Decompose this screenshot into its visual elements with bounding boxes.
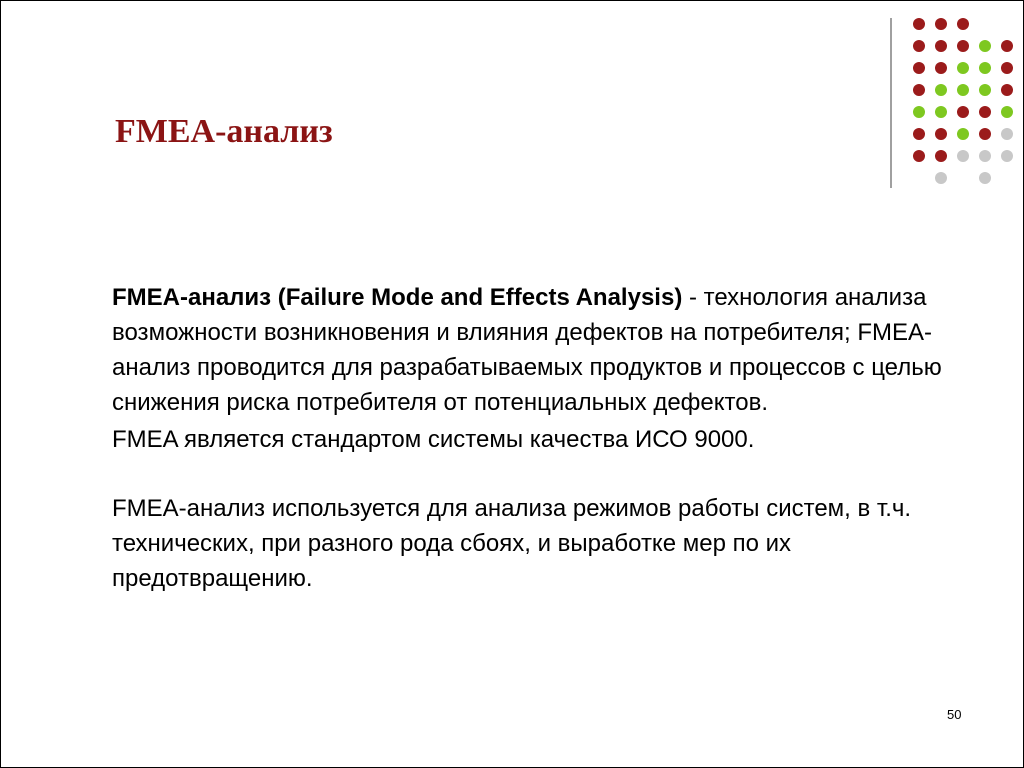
paragraph-definition bbox=[112, 280, 972, 420]
slide-title: FMEA-анализ bbox=[115, 113, 333, 150]
decorative-dot bbox=[957, 150, 969, 162]
page-number: 50 bbox=[947, 707, 962, 722]
definition-term: FMEA-анализ (Failure Mode and Effects Analysis) bbox=[112, 284, 683, 311]
decorative-dot bbox=[979, 84, 991, 96]
decorative-dot bbox=[935, 18, 947, 30]
decorative-dot bbox=[1001, 62, 1013, 74]
decorative-dot bbox=[935, 84, 947, 96]
decorative-dot bbox=[1001, 150, 1013, 162]
decorative-dot bbox=[913, 84, 925, 96]
decorative-dot bbox=[957, 18, 969, 30]
decorative-dot bbox=[979, 150, 991, 162]
decorative-dot bbox=[935, 128, 947, 140]
decorative-dot bbox=[957, 128, 969, 140]
decorative-dot bbox=[1001, 106, 1013, 118]
decorative-dot bbox=[957, 62, 969, 74]
decorative-dot bbox=[913, 150, 925, 162]
decorative-dot bbox=[913, 62, 925, 74]
decorative-dot bbox=[957, 40, 969, 52]
definition-text: - технология анализа возможности возникновения и влияния дефектов на потребителя; FMEA-анализ проводится для разрабатываемых продуктов и процессов с целью снижения риска потребителя от потенциальных дефектов. bbox=[112, 284, 942, 416]
decorative-dot bbox=[935, 172, 947, 184]
paragraph-usage bbox=[112, 491, 972, 596]
decorative-dot bbox=[979, 106, 991, 118]
decorative-dot bbox=[979, 128, 991, 140]
standard-text: FMEA является стандартом системы качества ИСО 9000. bbox=[112, 426, 755, 453]
paragraph-standard bbox=[112, 422, 972, 457]
decorative-dot bbox=[913, 128, 925, 140]
decorative-dot bbox=[979, 62, 991, 74]
decorative-dot bbox=[1001, 84, 1013, 96]
decorative-dot bbox=[1001, 128, 1013, 140]
decorative-dot bbox=[1001, 40, 1013, 52]
decorative-dot bbox=[913, 40, 925, 52]
decorative-dot bbox=[957, 84, 969, 96]
decorative-dot bbox=[957, 106, 969, 118]
decorative-dot bbox=[935, 40, 947, 52]
decorative-dot bbox=[935, 106, 947, 118]
decorative-dot bbox=[913, 18, 925, 30]
usage-text: FMEA-анализ используется для анализа режимов работы систем, в т.ч. технических, при разного рода сбоях, и выработке мер по их предотвращению. bbox=[112, 495, 912, 592]
slide-body bbox=[112, 280, 972, 596]
decorative-dot-grid bbox=[1, 1, 1023, 201]
decorative-dot bbox=[935, 150, 947, 162]
decorative-dot bbox=[979, 40, 991, 52]
decorative-dot bbox=[935, 62, 947, 74]
decorative-dot bbox=[913, 106, 925, 118]
decorative-dot bbox=[979, 172, 991, 184]
